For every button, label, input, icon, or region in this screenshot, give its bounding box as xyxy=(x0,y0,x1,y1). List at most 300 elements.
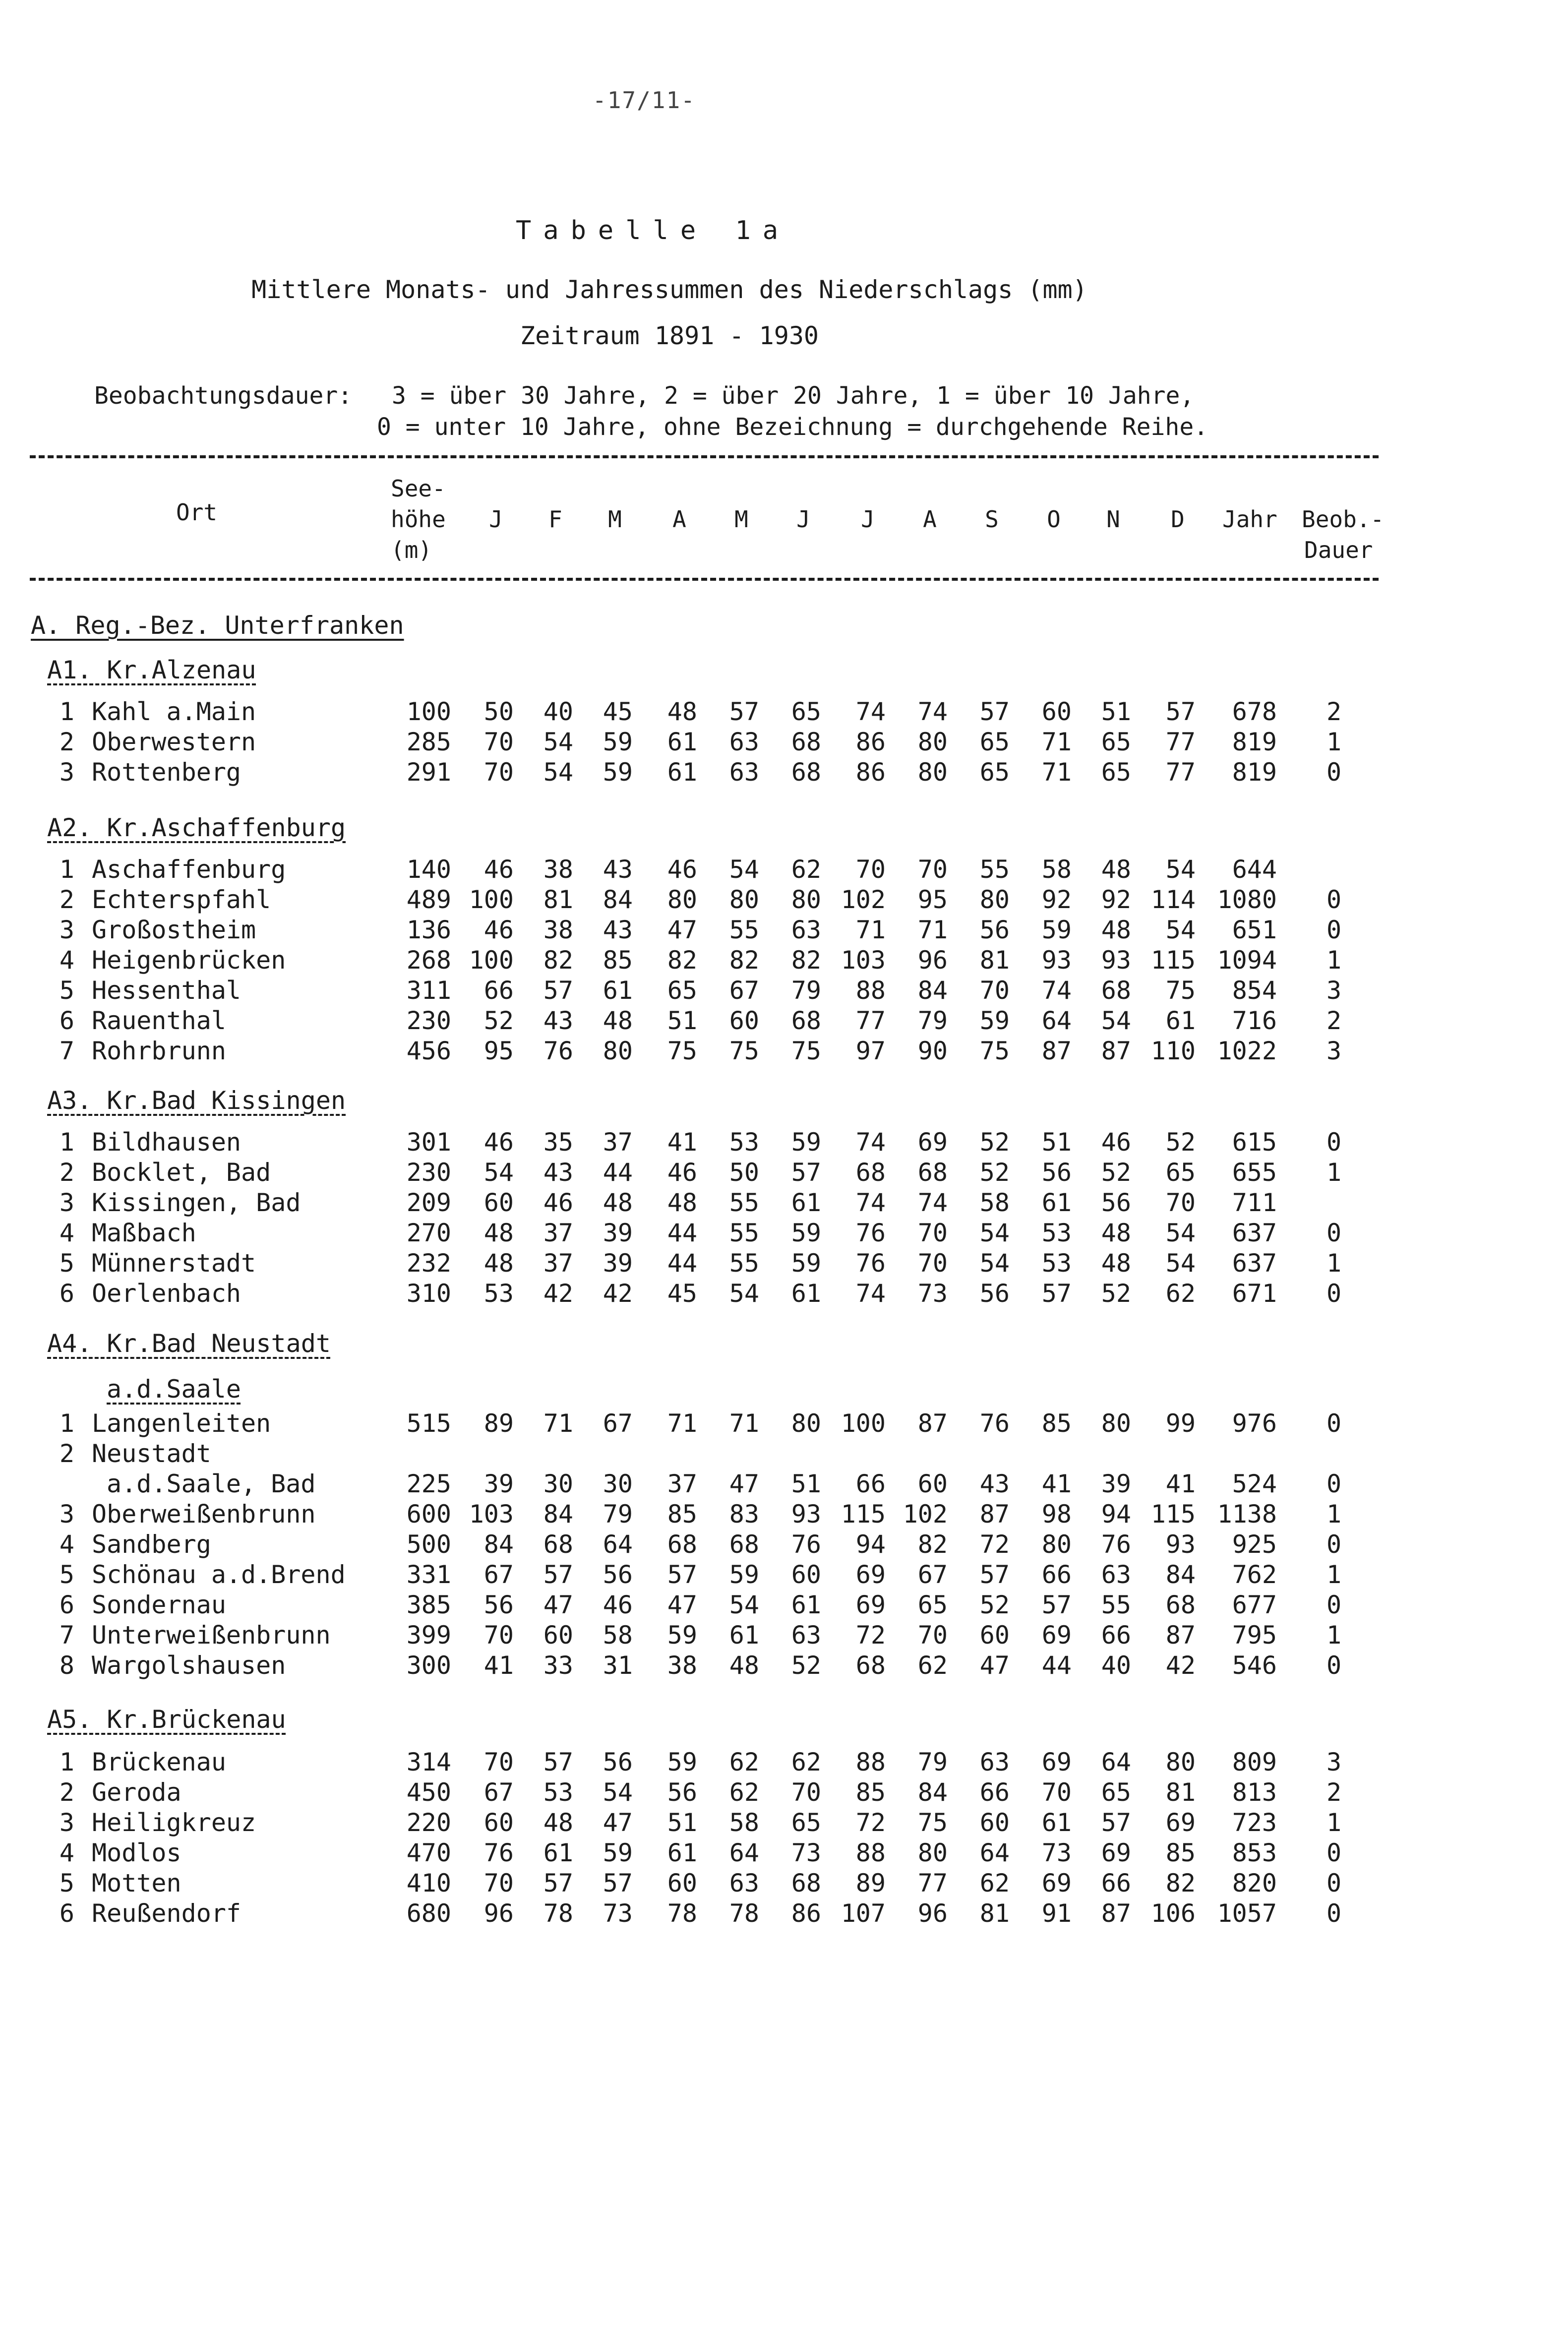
observation-duration: 2 xyxy=(1326,1778,1342,1807)
month-value: 45 xyxy=(667,1279,697,1308)
month-value: 37 xyxy=(543,1219,573,1247)
month-value: 82 xyxy=(543,946,573,975)
month-value: 60 xyxy=(483,1188,514,1217)
month-value: 68 xyxy=(1101,976,1131,1005)
month-value: 63 xyxy=(791,1621,821,1650)
header-month: M xyxy=(734,506,748,533)
month-value: 58 xyxy=(603,1621,633,1650)
month-value: 63 xyxy=(979,1748,1010,1776)
month-value: 87 xyxy=(1101,1899,1131,1928)
month-value: 44 xyxy=(1041,1651,1072,1680)
month-value: 51 xyxy=(667,1006,697,1035)
place-name: Hessenthal xyxy=(92,976,241,1005)
row-index: 6 xyxy=(59,1899,74,1928)
month-value: 71 xyxy=(855,916,886,944)
elevation: 470 xyxy=(406,1838,451,1867)
month-value: 63 xyxy=(729,758,759,787)
month-value: 48 xyxy=(1101,855,1131,884)
month-value: 64 xyxy=(1101,1748,1131,1776)
month-value: 102 xyxy=(841,885,886,914)
month-value: 100 xyxy=(469,946,514,975)
month-value: 43 xyxy=(979,1469,1010,1498)
month-value: 39 xyxy=(483,1469,514,1498)
month-value: 95 xyxy=(483,1037,514,1065)
month-value: 70 xyxy=(483,758,514,787)
month-value: 55 xyxy=(979,855,1010,884)
month-value: 56 xyxy=(979,916,1010,944)
place-name: Münnerstadt xyxy=(92,1249,256,1278)
row-index: 6 xyxy=(59,1006,74,1035)
month-value: 39 xyxy=(1101,1469,1131,1498)
place-name: Unterweißenbrunn xyxy=(92,1621,331,1650)
month-value: 67 xyxy=(483,1560,514,1589)
month-value: 76 xyxy=(979,1409,1010,1438)
month-value: 68 xyxy=(1165,1591,1196,1619)
place-name: Schönau a.d.Brend xyxy=(92,1560,346,1589)
month-value: 88 xyxy=(855,976,886,1005)
month-value: 48 xyxy=(1101,1249,1131,1278)
month-value: 65 xyxy=(1165,1158,1196,1187)
month-value: 46 xyxy=(667,855,697,884)
elevation: 331 xyxy=(406,1560,451,1589)
month-value: 94 xyxy=(855,1530,886,1559)
month-value: 47 xyxy=(667,916,697,944)
month-value: 57 xyxy=(1041,1279,1072,1308)
month-value: 69 xyxy=(1041,1748,1072,1776)
place-name: Bocklet, Bad xyxy=(92,1158,271,1187)
month-value: 54 xyxy=(979,1219,1010,1247)
header-month: J xyxy=(489,506,503,533)
month-value: 63 xyxy=(729,1869,759,1898)
month-value: 70 xyxy=(917,1249,948,1278)
month-value: 47 xyxy=(729,1469,759,1498)
place-name: Oberwestern xyxy=(92,728,256,756)
month-value: 53 xyxy=(483,1279,514,1308)
month-value: 55 xyxy=(729,916,759,944)
month-value: 52 xyxy=(1101,1158,1131,1187)
month-value: 57 xyxy=(543,1560,573,1589)
month-value: 93 xyxy=(1101,946,1131,975)
month-value: 61 xyxy=(667,1838,697,1867)
month-value: 68 xyxy=(791,1006,821,1035)
elevation: 489 xyxy=(406,885,451,914)
month-value: 83 xyxy=(729,1500,759,1529)
month-value: 60 xyxy=(979,1621,1010,1650)
month-value: 92 xyxy=(1101,885,1131,914)
row-index: 6 xyxy=(59,1591,74,1619)
month-value: 54 xyxy=(483,1158,514,1187)
annual-total: 723 xyxy=(1232,1808,1277,1837)
month-value: 107 xyxy=(841,1899,886,1928)
elevation: 311 xyxy=(406,976,451,1005)
observation-duration: 0 xyxy=(1326,1469,1342,1498)
month-value: 82 xyxy=(791,946,821,975)
month-value: 95 xyxy=(917,885,948,914)
month-value: 68 xyxy=(791,1869,821,1898)
place-name: Oberweißenbrunn xyxy=(92,1500,316,1529)
month-value: 85 xyxy=(1041,1409,1072,1438)
place-name: Sondernau xyxy=(92,1591,226,1619)
row-index: 5 xyxy=(59,1869,74,1898)
month-value: 70 xyxy=(791,1778,821,1807)
month-value: 73 xyxy=(1041,1838,1072,1867)
annual-total: 1094 xyxy=(1217,946,1277,975)
month-value: 64 xyxy=(1041,1006,1072,1035)
district-heading: A2. Kr.Aschaffenburg xyxy=(47,813,346,842)
month-value: 31 xyxy=(603,1651,633,1680)
annual-total: 819 xyxy=(1232,758,1277,787)
annual-total: 637 xyxy=(1232,1249,1277,1278)
month-value: 69 xyxy=(855,1591,886,1619)
page-number: -17/11- xyxy=(593,87,696,114)
month-value: 115 xyxy=(841,1500,886,1529)
row-index: 4 xyxy=(59,1838,74,1867)
header-month: F xyxy=(548,506,562,533)
month-value: 53 xyxy=(1041,1219,1072,1247)
elevation: 450 xyxy=(406,1778,451,1807)
month-value: 41 xyxy=(483,1651,514,1680)
annual-total: 925 xyxy=(1232,1530,1277,1559)
month-value: 82 xyxy=(667,946,697,975)
month-value: 74 xyxy=(917,1188,948,1217)
month-value: 52 xyxy=(483,1006,514,1035)
row-index: 2 xyxy=(59,1439,74,1468)
month-value: 76 xyxy=(855,1249,886,1278)
row-index: 3 xyxy=(59,1500,74,1529)
annual-total: 762 xyxy=(1232,1560,1277,1589)
month-value: 80 xyxy=(603,1037,633,1065)
row-index: 8 xyxy=(59,1651,74,1680)
month-value: 85 xyxy=(667,1500,697,1529)
month-value: 75 xyxy=(791,1037,821,1065)
month-value: 82 xyxy=(1165,1869,1196,1898)
month-value: 66 xyxy=(855,1469,886,1498)
month-value: 71 xyxy=(1041,728,1072,756)
month-value: 65 xyxy=(979,728,1010,756)
row-index: 3 xyxy=(59,1188,74,1217)
month-value: 78 xyxy=(729,1899,759,1928)
month-value: 54 xyxy=(603,1778,633,1807)
district-heading: A3. Kr.Bad Kissingen xyxy=(47,1086,346,1115)
month-value: 82 xyxy=(917,1530,948,1559)
month-value: 65 xyxy=(1101,728,1131,756)
month-value: 74 xyxy=(855,1188,886,1217)
month-value: 84 xyxy=(1165,1560,1196,1589)
month-value: 52 xyxy=(1165,1128,1196,1157)
month-value: 64 xyxy=(729,1838,759,1867)
month-value: 43 xyxy=(543,1158,573,1187)
month-value: 57 xyxy=(1165,697,1196,726)
month-value: 48 xyxy=(1101,916,1131,944)
month-value: 68 xyxy=(543,1530,573,1559)
observation-duration: 3 xyxy=(1326,1748,1342,1776)
annual-total: 819 xyxy=(1232,728,1277,756)
month-value: 44 xyxy=(667,1249,697,1278)
month-value: 77 xyxy=(1165,758,1196,787)
month-value: 73 xyxy=(791,1838,821,1867)
month-value: 55 xyxy=(729,1188,759,1217)
month-value: 39 xyxy=(603,1219,633,1247)
district-heading: A1. Kr.Alzenau xyxy=(47,656,256,684)
place-name: Geroda xyxy=(92,1778,181,1807)
place-name: Langenleiten xyxy=(92,1409,271,1438)
observation-duration: 2 xyxy=(1326,697,1342,726)
elevation: 500 xyxy=(406,1530,451,1559)
month-value: 81 xyxy=(543,885,573,914)
observation-duration: 1 xyxy=(1326,1249,1342,1278)
month-value: 57 xyxy=(543,1869,573,1898)
month-value: 70 xyxy=(917,1219,948,1247)
month-value: 70 xyxy=(1165,1188,1196,1217)
elevation: 232 xyxy=(406,1249,451,1278)
month-value: 52 xyxy=(979,1591,1010,1619)
elevation: 410 xyxy=(406,1869,451,1898)
elevation: 515 xyxy=(406,1409,451,1438)
legend-line-1: 3 = über 30 Jahre, 2 = über 20 Jahre, 1 = über 10 Jahre, xyxy=(392,382,1195,410)
month-value: 30 xyxy=(543,1469,573,1498)
month-value: 37 xyxy=(603,1128,633,1157)
month-value: 80 xyxy=(1165,1748,1196,1776)
month-value: 80 xyxy=(791,885,821,914)
month-value: 46 xyxy=(603,1591,633,1619)
observation-duration: 0 xyxy=(1326,1128,1342,1157)
header-jahr: Jahr xyxy=(1222,506,1277,533)
annual-total: 795 xyxy=(1232,1621,1277,1650)
elevation: 268 xyxy=(406,946,451,975)
month-value: 99 xyxy=(1165,1409,1196,1438)
month-value: 59 xyxy=(791,1219,821,1247)
annual-total: 677 xyxy=(1232,1591,1277,1619)
observation-duration: 0 xyxy=(1326,758,1342,787)
month-value: 54 xyxy=(1101,1006,1131,1035)
month-value: 43 xyxy=(603,855,633,884)
annual-total: 716 xyxy=(1232,1006,1277,1035)
month-value: 56 xyxy=(603,1560,633,1589)
month-value: 48 xyxy=(1101,1219,1131,1247)
annual-total: 809 xyxy=(1232,1748,1277,1776)
month-value: 67 xyxy=(603,1409,633,1438)
observation-duration: 0 xyxy=(1326,1591,1342,1619)
row-index: 3 xyxy=(59,758,74,787)
observation-duration: 0 xyxy=(1326,1899,1342,1928)
month-value: 65 xyxy=(1101,758,1131,787)
month-value: 68 xyxy=(667,1530,697,1559)
month-value: 50 xyxy=(483,697,514,726)
month-value: 88 xyxy=(855,1838,886,1867)
month-value: 58 xyxy=(1041,855,1072,884)
place-name: Bildhausen xyxy=(92,1128,241,1157)
month-value: 64 xyxy=(979,1838,1010,1867)
elevation: 399 xyxy=(406,1621,451,1650)
month-value: 76 xyxy=(791,1530,821,1559)
month-value: 54 xyxy=(1165,1249,1196,1278)
header-month: A xyxy=(923,506,937,533)
month-value: 70 xyxy=(483,1621,514,1650)
month-value: 74 xyxy=(855,1279,886,1308)
observation-duration: 0 xyxy=(1326,1838,1342,1867)
month-value: 54 xyxy=(729,1279,759,1308)
observation-duration: 0 xyxy=(1326,916,1342,944)
month-value: 75 xyxy=(1165,976,1196,1005)
row-index: 1 xyxy=(59,697,74,726)
header-month: J xyxy=(861,506,875,533)
month-value: 57 xyxy=(979,697,1010,726)
month-value: 57 xyxy=(979,1560,1010,1589)
month-value: 35 xyxy=(543,1128,573,1157)
month-value: 74 xyxy=(855,1128,886,1157)
month-value: 68 xyxy=(729,1530,759,1559)
month-value: 69 xyxy=(1041,1869,1072,1898)
month-value: 96 xyxy=(917,946,948,975)
place-name: Reußendorf xyxy=(92,1899,241,1928)
observation-duration: 0 xyxy=(1326,1869,1342,1898)
month-value: 79 xyxy=(917,1006,948,1035)
month-value: 70 xyxy=(483,728,514,756)
month-value: 67 xyxy=(917,1560,948,1589)
month-value: 53 xyxy=(543,1778,573,1807)
month-value: 70 xyxy=(483,1748,514,1776)
month-value: 68 xyxy=(855,1651,886,1680)
month-value: 41 xyxy=(1041,1469,1072,1498)
elevation: 301 xyxy=(406,1128,451,1157)
month-value: 38 xyxy=(667,1651,697,1680)
month-value: 44 xyxy=(667,1219,697,1247)
month-value: 65 xyxy=(791,697,821,726)
month-value: 58 xyxy=(979,1188,1010,1217)
month-value: 62 xyxy=(1165,1279,1196,1308)
month-value: 84 xyxy=(603,885,633,914)
month-value: 48 xyxy=(729,1651,759,1680)
month-value: 54 xyxy=(729,855,759,884)
month-value: 42 xyxy=(543,1279,573,1308)
place-name: Modlos xyxy=(92,1838,181,1867)
observation-duration: 0 xyxy=(1326,885,1342,914)
month-value: 77 xyxy=(917,1869,948,1898)
elevation: 100 xyxy=(406,697,451,726)
month-value: 65 xyxy=(1101,1778,1131,1807)
place-name: Rottenberg xyxy=(92,758,241,787)
annual-total: 644 xyxy=(1232,855,1277,884)
month-value: 70 xyxy=(483,1869,514,1898)
month-value: 93 xyxy=(1165,1530,1196,1559)
month-value: 51 xyxy=(791,1469,821,1498)
month-value: 84 xyxy=(917,976,948,1005)
month-value: 106 xyxy=(1150,1899,1196,1928)
month-value: 66 xyxy=(1101,1869,1131,1898)
elevation: 314 xyxy=(406,1748,451,1776)
place-name: Heiligkreuz xyxy=(92,1808,256,1837)
place-name: Sandberg xyxy=(92,1530,211,1559)
month-value: 52 xyxy=(979,1158,1010,1187)
annual-total: 854 xyxy=(1232,976,1277,1005)
month-value: 110 xyxy=(1150,1037,1196,1065)
place-name-cont: a.d.Saale, Bad xyxy=(107,1469,316,1498)
month-value: 59 xyxy=(603,728,633,756)
month-value: 90 xyxy=(917,1037,948,1065)
row-index: 5 xyxy=(59,976,74,1005)
place-name: Rauenthal xyxy=(92,1006,226,1035)
month-value: 53 xyxy=(1041,1249,1072,1278)
month-value: 57 xyxy=(791,1158,821,1187)
annual-total: 524 xyxy=(1232,1469,1277,1498)
month-value: 48 xyxy=(483,1249,514,1278)
month-value: 114 xyxy=(1150,885,1196,914)
month-value: 85 xyxy=(603,946,633,975)
month-value: 68 xyxy=(855,1158,886,1187)
elevation: 456 xyxy=(406,1037,451,1065)
month-value: 54 xyxy=(543,758,573,787)
observation-duration: 3 xyxy=(1326,1037,1342,1065)
row-index: 2 xyxy=(59,1158,74,1187)
month-value: 61 xyxy=(791,1188,821,1217)
place-name: Brückenau xyxy=(92,1748,226,1776)
month-value: 65 xyxy=(979,758,1010,787)
header-dauer-1: Beob.- xyxy=(1302,506,1385,533)
month-value: 44 xyxy=(603,1158,633,1187)
month-value: 57 xyxy=(1041,1591,1072,1619)
annual-total: 813 xyxy=(1232,1778,1277,1807)
row-index: 7 xyxy=(59,1621,74,1650)
month-value: 63 xyxy=(729,728,759,756)
month-value: 62 xyxy=(791,855,821,884)
month-value: 68 xyxy=(791,728,821,756)
table-subtitle: Mittlere Monats- und Jahressummen des Niederschlags (mm) xyxy=(251,275,1087,304)
month-value: 93 xyxy=(1041,946,1072,975)
month-value: 65 xyxy=(917,1591,948,1619)
month-value: 61 xyxy=(1041,1808,1072,1837)
annual-total: 1057 xyxy=(1217,1899,1277,1928)
observation-duration: 1 xyxy=(1326,946,1342,975)
month-value: 87 xyxy=(917,1409,948,1438)
place-name: Kahl a.Main xyxy=(92,697,256,726)
month-value: 47 xyxy=(979,1651,1010,1680)
elevation: 310 xyxy=(406,1279,451,1308)
month-value: 75 xyxy=(667,1037,697,1065)
month-value: 74 xyxy=(917,697,948,726)
header-rule-bottom xyxy=(30,578,1379,581)
month-value: 100 xyxy=(469,885,514,914)
header-rule-top xyxy=(30,455,1379,458)
month-value: 78 xyxy=(543,1899,573,1928)
month-value: 98 xyxy=(1041,1500,1072,1529)
month-value: 54 xyxy=(979,1249,1010,1278)
period: Zeitraum 1891 - 1930 xyxy=(520,321,819,350)
month-value: 42 xyxy=(1165,1651,1196,1680)
annual-total: 711 xyxy=(1232,1188,1277,1217)
month-value: 69 xyxy=(1165,1808,1196,1837)
row-index: 4 xyxy=(59,1530,74,1559)
month-value: 59 xyxy=(791,1249,821,1278)
month-value: 64 xyxy=(603,1530,633,1559)
month-value: 66 xyxy=(1041,1560,1072,1589)
month-value: 52 xyxy=(979,1128,1010,1157)
row-index: 5 xyxy=(59,1249,74,1278)
month-value: 62 xyxy=(791,1748,821,1776)
month-value: 69 xyxy=(1101,1838,1131,1867)
month-value: 93 xyxy=(791,1500,821,1529)
place-name: Wargolshausen xyxy=(92,1651,286,1680)
month-value: 78 xyxy=(667,1899,697,1928)
month-value: 60 xyxy=(1041,697,1072,726)
month-value: 81 xyxy=(1165,1778,1196,1807)
month-value: 91 xyxy=(1041,1899,1072,1928)
month-value: 97 xyxy=(855,1037,886,1065)
month-value: 61 xyxy=(667,758,697,787)
elevation: 140 xyxy=(406,855,451,884)
place-name: Echterspfahl xyxy=(92,885,271,914)
header-month: J xyxy=(796,506,810,533)
elevation: 209 xyxy=(406,1188,451,1217)
